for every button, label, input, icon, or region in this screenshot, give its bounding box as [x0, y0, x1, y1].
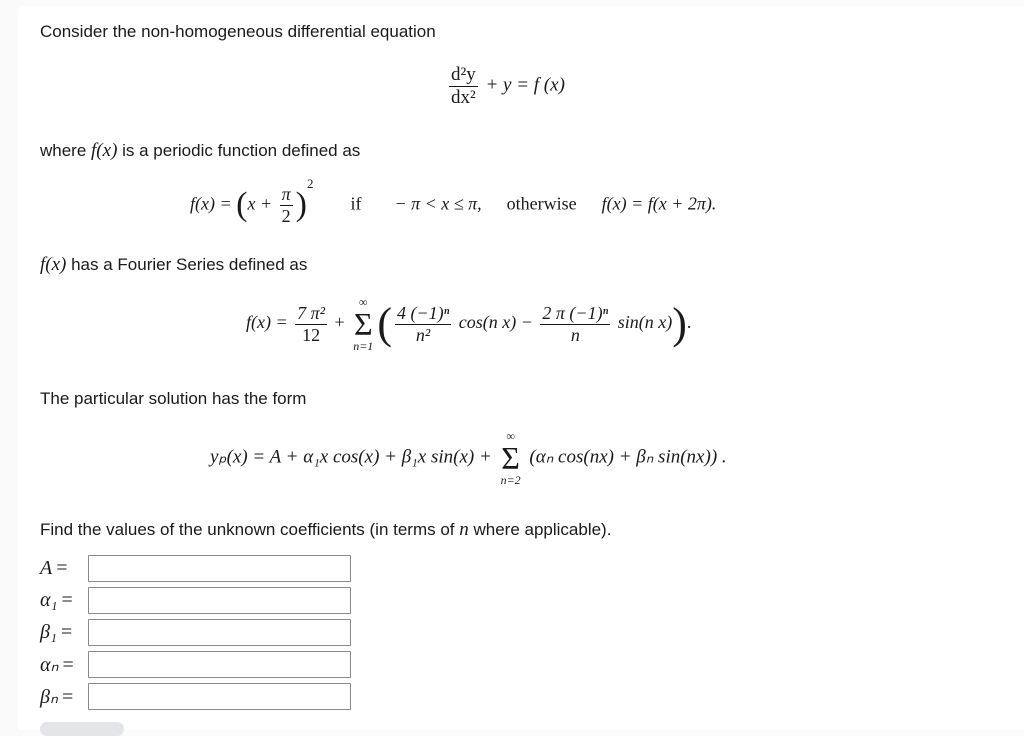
fx-def-two: 2 — [281, 205, 291, 226]
fourier-sin-term: sin(n x) — [617, 312, 673, 333]
fx-def-power: 2 — [306, 176, 314, 192]
fourier-series — [246, 296, 691, 352]
fx-def-if: if — [350, 193, 362, 214]
ode-rest: + y = f (x) — [485, 74, 565, 96]
fourier-plus: + — [334, 312, 345, 333]
particular-lhs: yₚ(x) = A + α₁x cos(x) + β₁x sin(x) + — [210, 446, 492, 468]
answer-label-betan: βₙ = — [40, 685, 74, 708]
where-pre: where — [40, 141, 92, 160]
answer-input-beta1[interactable] — [88, 619, 351, 646]
answer-row-beta1 — [40, 616, 351, 648]
submit-button[interactable] — [40, 722, 124, 736]
fourier-b-num: 2 π (−1)ⁿ — [542, 302, 609, 323]
where-text — [40, 140, 360, 162]
find-n: n — [459, 519, 469, 540]
answer-row-betan — [40, 680, 351, 712]
particular-sigma: Σ — [501, 440, 520, 476]
fourier-intro-text — [40, 254, 307, 276]
fourier-sum-bot: n=1 — [353, 339, 374, 353]
answer-label-A: A = — [40, 556, 68, 579]
answer-input-betan[interactable] — [88, 683, 351, 710]
fourier-open: ( — [377, 299, 392, 348]
fx-def-periodic: f(x) = f(x + 2π). — [601, 193, 717, 214]
fx-def-pi-half — [280, 184, 293, 226]
fourier-a-den: n² — [415, 324, 431, 345]
fourier-cos-term: cos(n x) − — [458, 312, 533, 333]
find-pre: Find the values of the unknown coefficients (in terms of — [40, 520, 460, 539]
ode-equation — [446, 64, 565, 109]
where-fx: f(x) — [91, 140, 118, 161]
particular-rhs: (αₙ cos(nx) + βₙ sin(nx)) . — [529, 446, 727, 468]
fx-def-open: ( — [236, 186, 248, 224]
fourier-sum-top: ∞ — [358, 295, 368, 309]
fx-def-range: − π < x ≤ π, — [394, 193, 482, 214]
answer-form — [40, 552, 351, 712]
fourier-close: ) — [672, 299, 687, 348]
answer-row-A — [40, 552, 351, 584]
fx-def-pi: π — [281, 184, 291, 204]
fourier-end: . — [686, 312, 692, 333]
answer-label-alpha1: α₁ = — [40, 588, 73, 611]
fourier-sum — [353, 296, 373, 352]
particular-solution — [210, 430, 727, 486]
fourier-constant-num: 7 π² — [297, 302, 326, 323]
fourier-lhs: f(x) = — [246, 312, 293, 333]
find-post: where applicable). — [468, 520, 612, 539]
fourier-intro-post: has a Fourier Series defined as — [66, 255, 308, 274]
ode-derivative-num: d²y — [451, 64, 476, 85]
answer-input-alpha1[interactable] — [88, 587, 351, 614]
fx-definition — [190, 176, 717, 226]
fourier-a-num: 4 (−1)ⁿ — [396, 302, 450, 323]
fourier-b-den: n — [570, 324, 580, 345]
where-post: is a periodic function defined as — [117, 141, 361, 160]
particular-sum-bot: n=2 — [500, 473, 521, 487]
fx-def-close: ) — [295, 186, 307, 224]
answer-label-beta1: β₁ = — [40, 620, 73, 643]
fourier-a-coef — [395, 303, 451, 345]
fx-def-lhs: f(x) = — [190, 193, 237, 214]
fourier-intro-fx: f(x) — [40, 254, 67, 275]
ode-derivative-den: dx² — [451, 86, 476, 108]
fourier-b-coef — [540, 303, 610, 345]
answer-label-alphan: αₙ = — [40, 653, 74, 676]
ode-derivative-fraction — [449, 64, 478, 109]
answer-row-alphan — [40, 648, 351, 680]
fx-def-otherwise: otherwise — [506, 193, 577, 214]
intro-text: Consider the non-homogeneous differential equation — [40, 22, 436, 41]
fourier-constant-den: 12 — [302, 324, 321, 345]
particular-intro-text: The particular solution has the form — [40, 389, 307, 408]
answer-row-alpha1 — [40, 584, 351, 616]
answer-input-alphan[interactable] — [88, 651, 351, 678]
fx-def-x-plus: x + — [247, 193, 277, 214]
answer-input-A[interactable] — [88, 555, 351, 582]
particular-sum — [501, 430, 521, 486]
fourier-sigma: Σ — [353, 306, 373, 342]
particular-sum-top: ∞ — [506, 429, 515, 443]
fourier-constant — [295, 303, 327, 345]
find-text — [40, 519, 611, 541]
